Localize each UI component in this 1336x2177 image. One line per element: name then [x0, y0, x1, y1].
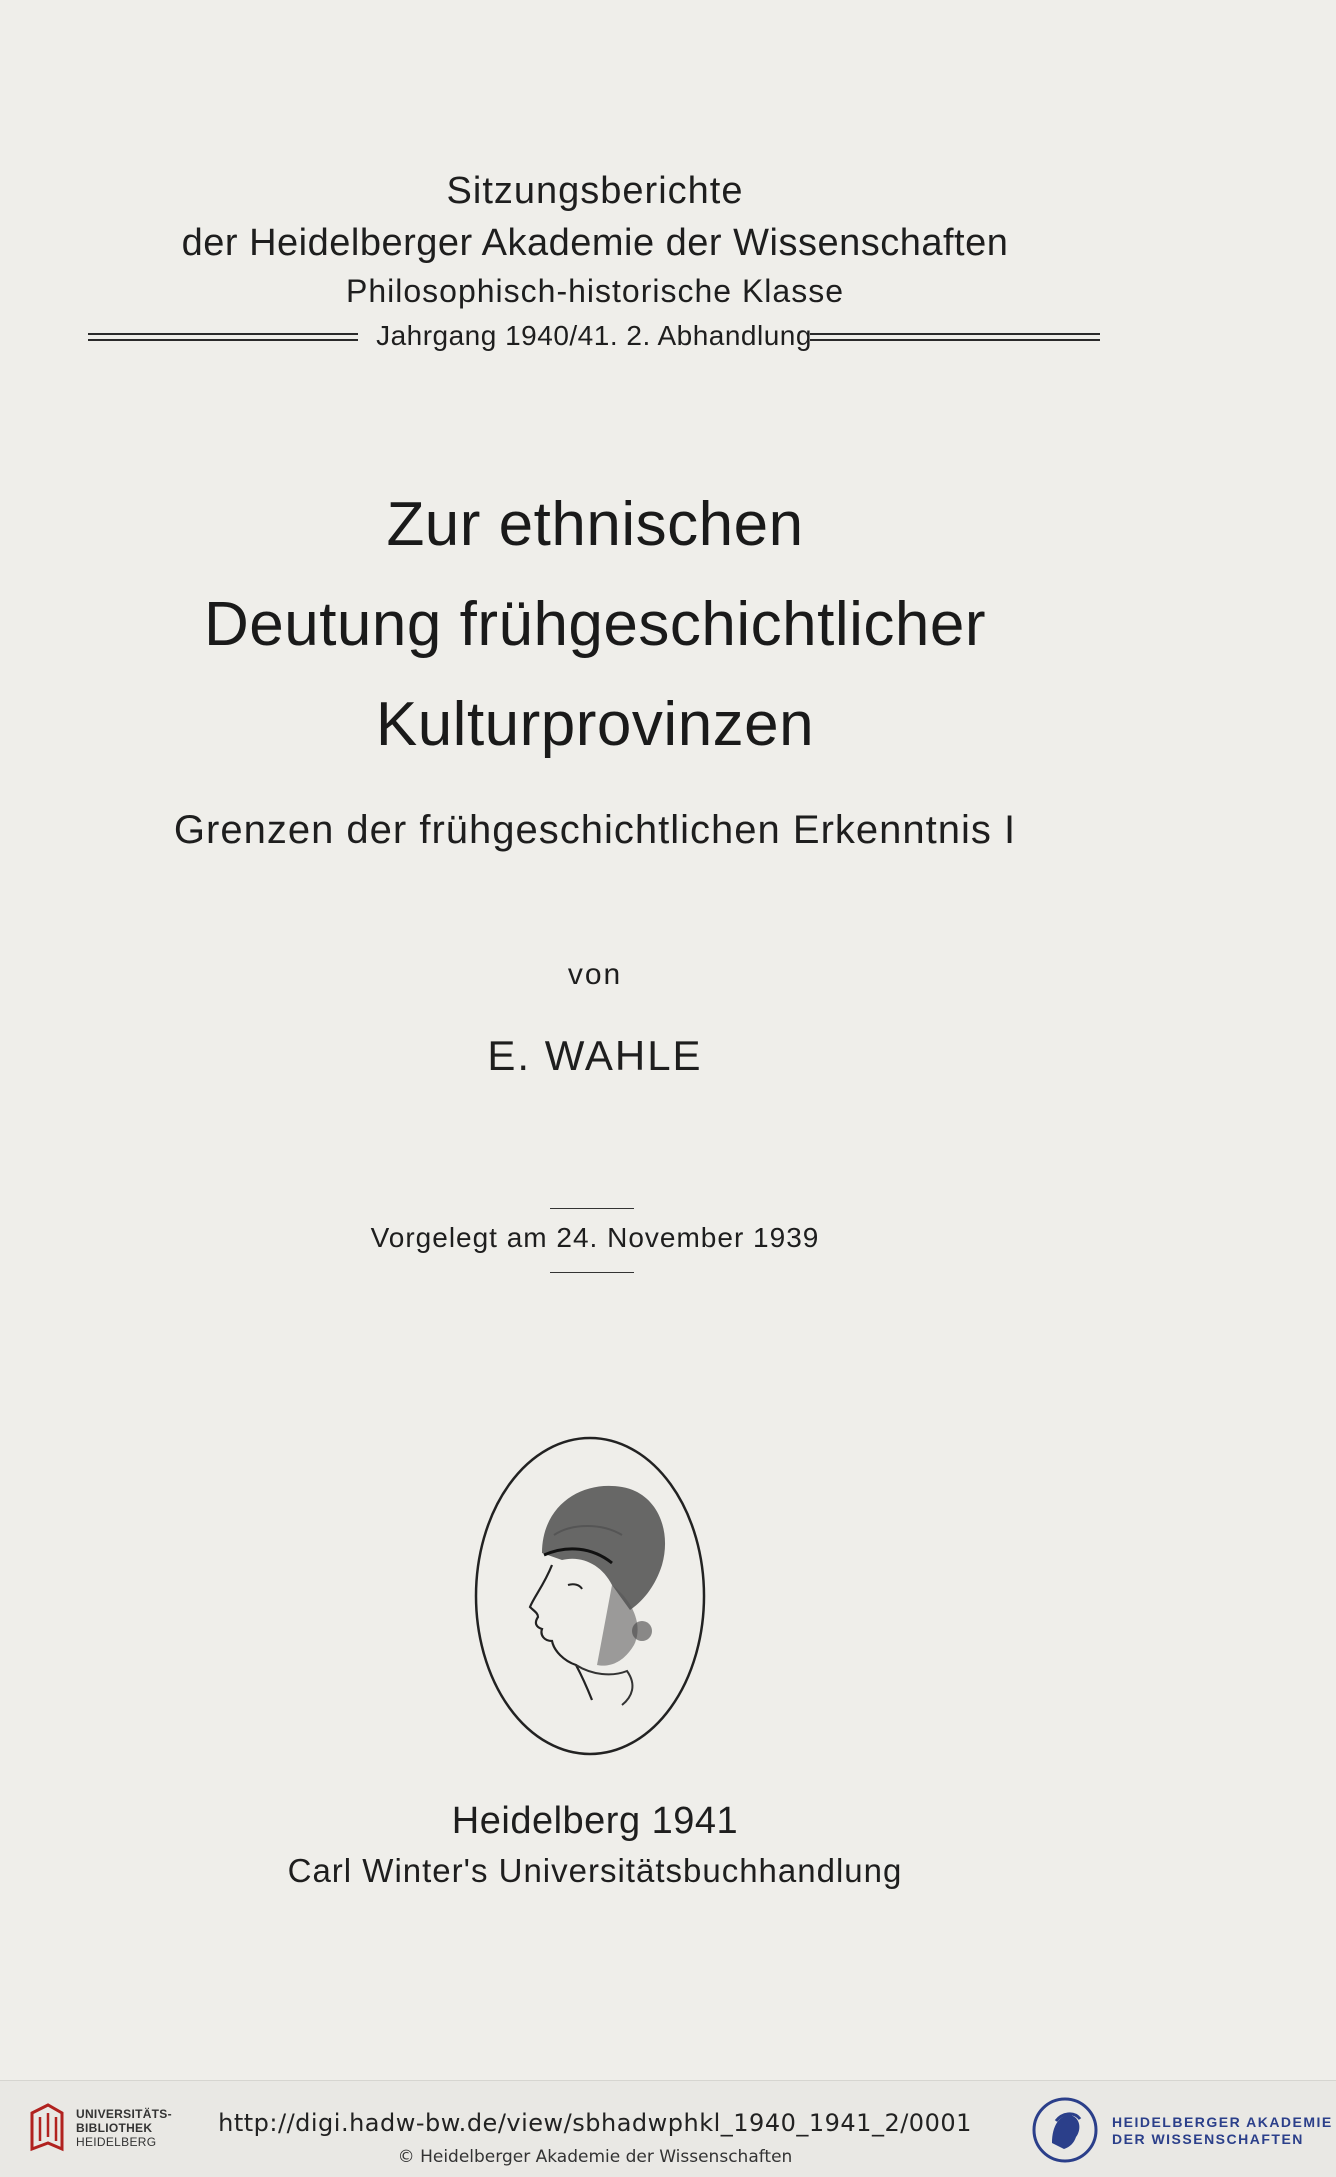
double-rule-right: [810, 333, 1100, 341]
volume-rule: [88, 320, 1100, 351]
series-subtitle: der Heidelberger Akademie der Wissenschaften: [181, 222, 1009, 264]
library-line-1: UNIVERSITÄTS-: [76, 2107, 172, 2121]
library-line-3: HEIDELBERG: [76, 2135, 157, 2149]
series-class: Philosophisch-historische Klasse: [346, 273, 844, 309]
imprint-publisher: Carl Winter's Universitätsbuchhandlung: [287, 1852, 903, 1889]
library-line-2: BIBLIOTHEK: [76, 2121, 153, 2135]
academy-line-1: HEIDELBERGER AKADEMIE: [1112, 2114, 1333, 2130]
main-title: [0, 475, 1190, 775]
title-line-3: Kulturprovinzen: [375, 690, 815, 759]
permalink-url[interactable]: http://digi.hadw-bw.de/view/sbhadwphkl_1940_1941_2/0001: [218, 2109, 972, 2137]
presented-date: Vorgelegt am 24. November 1939: [370, 1222, 820, 1253]
volume-line: Jahrgang 1940/41. 2. Abhandlung: [376, 320, 812, 351]
divider-top: [550, 1208, 634, 1209]
subtitle: Grenzen der frühgeschichtlichen Erkenntnis I: [173, 808, 1017, 852]
series-title: Sitzungsberichte: [446, 170, 744, 212]
footer-bar: [0, 2080, 1336, 2177]
athena-emblem: [472, 1435, 708, 1757]
divider-bottom: [550, 1272, 634, 1273]
by-label: von: [567, 958, 623, 991]
imprint-place-year: Heidelberg 1941: [451, 1800, 739, 1842]
academy-name: [1112, 2114, 1333, 2148]
copyright-notice: © Heidelberger Akademie der Wissenschaften: [397, 2147, 793, 2167]
author-name: E. WAHLE: [487, 1032, 703, 1079]
title-line-1: Zur ethnischen: [386, 490, 804, 559]
title-line-2: Deutung frühgeschichtlicher: [203, 590, 987, 659]
academy-logo-icon[interactable]: [1030, 2095, 1100, 2165]
academy-line-2: DER WISSENSCHAFTEN: [1112, 2131, 1304, 2147]
